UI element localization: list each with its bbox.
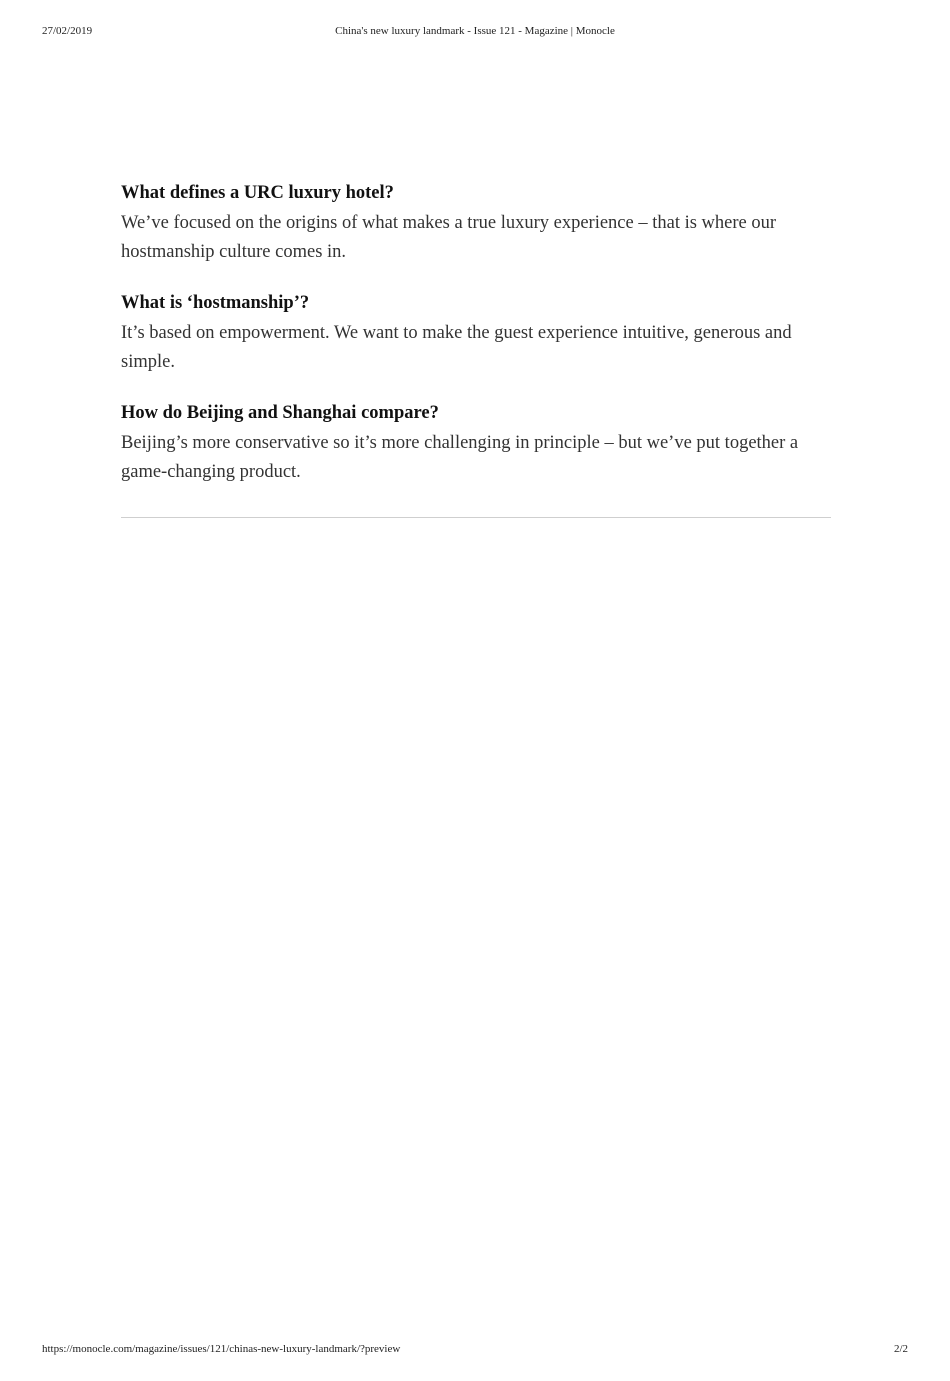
page-url-link[interactable]: https://monocle.com/magazine/issues/121/chinas-new-luxury-landmark/?preview	[42, 1343, 401, 1355]
question-heading: What is ‘hostmanship’?	[121, 293, 310, 313]
answer-paragraph: Beijing’s more conservative so it’s more challenging in principle – but we’ve put together a game-changing product.	[121, 433, 799, 482]
article-body	[121, 180, 831, 510]
print-page-title: China's new luxury landmark - Issue 121 - Magazine | Monocle	[335, 25, 615, 37]
answer-paragraph: We’ve focused on the origins of what makes a true luxury experience – that is where our hostmanship culture comes in.	[121, 213, 777, 262]
print-header	[0, 25, 950, 41]
answer-paragraph: It’s based on empowerment. We want to make the guest experience intuitive, generous and simple.	[121, 323, 792, 372]
qa-item	[121, 400, 831, 487]
qa-item	[121, 180, 831, 267]
question-heading: How do Beijing and Shanghai compare?	[121, 403, 439, 423]
print-date: 27/02/2019	[42, 25, 93, 37]
print-footer	[0, 1343, 950, 1359]
page-number: 2/2	[893, 1343, 908, 1355]
question-heading: What defines a URC luxury hotel?	[121, 183, 394, 203]
qa-item	[121, 290, 831, 377]
article-divider	[121, 517, 831, 518]
